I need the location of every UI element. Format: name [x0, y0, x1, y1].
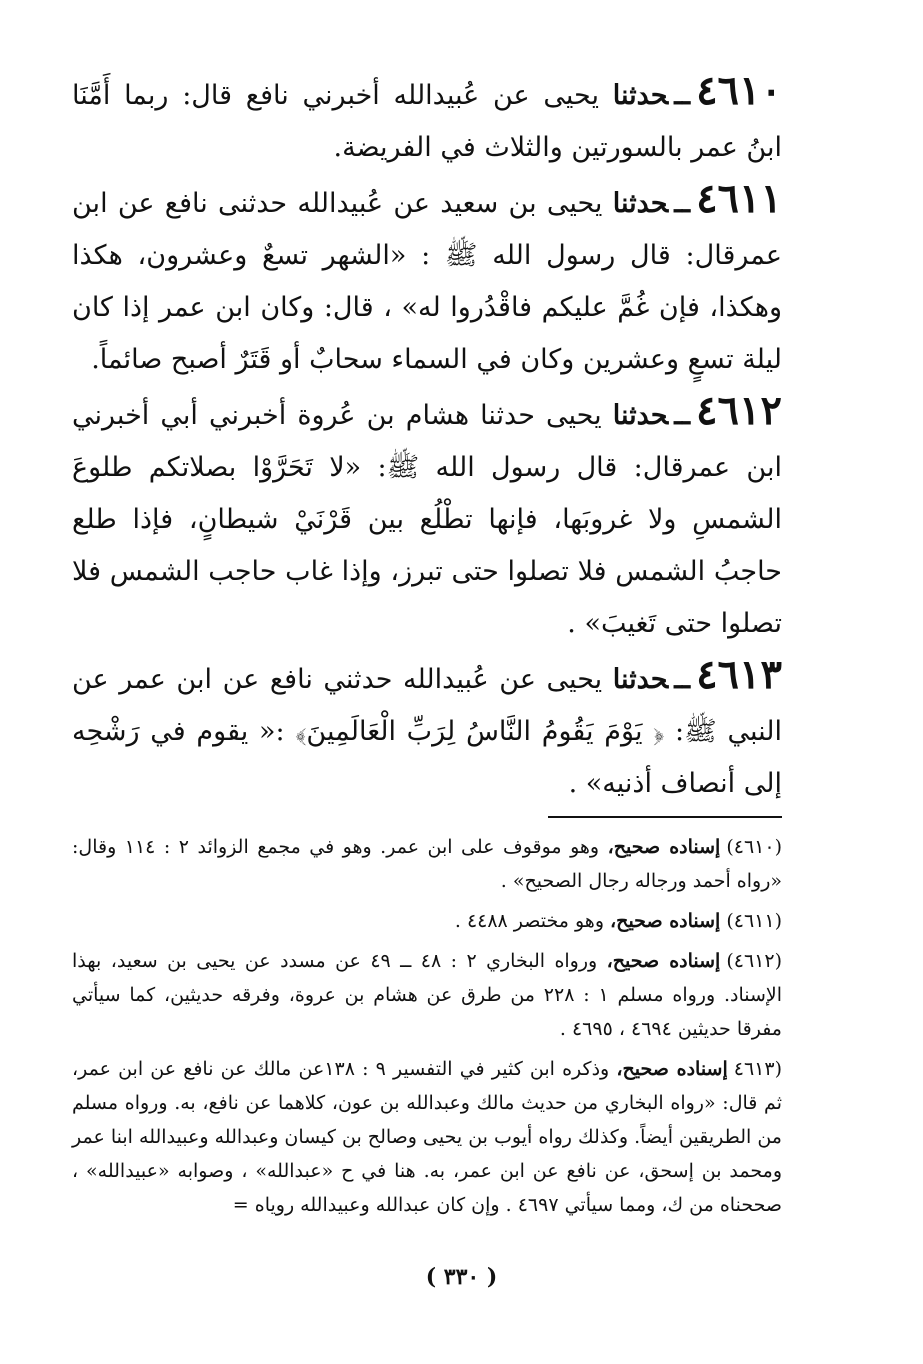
- footnote-text: وهو مختصر ٤٤٨٨ .: [454, 910, 604, 932]
- footnote-4611: [72, 904, 782, 938]
- hadith-lead: حدثنا: [612, 80, 669, 111]
- footnote-text: وهو موقوف على ابن عمر. وهو في مجمع الزوائد ٢ : ١١٤ وقال: «رواه أحمد ورجاله رجال الصحيح» .: [72, 836, 782, 892]
- hadith-number: ٤٦١٢: [696, 387, 782, 434]
- hadith-4612: [72, 387, 782, 650]
- footnote-number: (٤٦١٠): [726, 836, 782, 858]
- hadith-number: ٤٦١١: [696, 175, 782, 222]
- footnote-text: ورواه البخاري ٢ : ٤٨ ــ ٤٩ عن مسدد عن يحيى بن سعيد، بهذا الإسناد. ورواه مسلم ١ : ٢٢٨ من طرق عن هشام بن عروة، وفرقه حديثين، كما سيأتي مفرقا حديثين ٤٦٩٤ ، ٤٦٩٥ .: [72, 950, 783, 1040]
- footnote-lead: إسناده صحيح،: [616, 1058, 728, 1080]
- hadith-text: يحيى عن عُبيدالله أخبرني نافع قال: ربما أَمَّنَا ابنُ عمر بالسورتين والثلاث في الفريضة.: [72, 80, 782, 163]
- footnote-number: (٤٦١١): [726, 910, 782, 932]
- footnote-number: (٤٦١٢): [726, 950, 783, 972]
- hadith-lead: حدثنا: [612, 400, 669, 431]
- hadith-text: يحيى بن سعيد عن عُبيدالله حدثنى نافع عن ابن عمرقال: قال رسول الله ﷺ : «الشهر تسعٌ وعشرون، هكذا وهكذا، فإن غُمَّ عليكم فاقْدُروا له» ، قال: وكان ابن عمر إذا كان ليلة تسعٍ وعشرين وكان في السماء سحابٌ أو قَتَرٌ أصبح صائماً.: [72, 188, 782, 375]
- hadith-4611: [72, 175, 782, 386]
- hadith-dash: ــ: [674, 188, 691, 219]
- footnote-lead: إسناده صحيح،: [606, 950, 721, 972]
- hadith-dash: ــ: [674, 400, 691, 431]
- page-body: [72, 67, 783, 1350]
- hadith-number: ٤٦١٣: [696, 651, 782, 698]
- hadith-lead: حدثنا: [612, 188, 669, 219]
- hadith-dash: ــ: [674, 664, 691, 695]
- hadith-text: يحيى حدثنا هشام بن عُروة أخبرني أبي أخبرني ابن عمرقال: قال رسول الله ﷺ: «لا تَحَرَّوْا بصلاتكم طلوعَ الشمسِ ولا غروبَها، فإنها تطْلُع بين قَرْنَيْ شيطانٍ، فإذا طلع حاجبُ الشمس فلا تصلوا حتى تبرز، وإذا غاب حاجب الشمس فلا تصلوا حتى تَغيبَ» .: [72, 400, 782, 639]
- footnote-lead: إسناده صحيح،: [607, 836, 721, 858]
- hadith-dash: ــ: [674, 80, 691, 111]
- footnote-text: وذكره ابن كثير في التفسير ٩ : ١٣٨عن مالك عن نافع عن ابن عمر، ثم قال: «رواه البخاري من حديث مالك وعبدالله بن عون، كلاهما عن نافع، به. ورواه مسلم من الطريقين أيضاً. وكذلك رواه أيوب بن يحيى وصالح بن كيسان وعبدالله وعبيدالله ابنا عمر ومحمد بن إسحق، عن نافع عن ابن عمر، به. هنا في ح «عبدالله» ، وصوابه «عبيدالله» ، صححناه من ك، ومما سيأتي ٤٦٩٧ . وإن كان عبدالله وعبيدالله روياه =: [72, 1058, 782, 1216]
- page-number: ( ٣٣٠ ): [425, 1264, 498, 1290]
- footnote-lead: إسناده صحيح،: [610, 910, 721, 932]
- hadith-4613: [72, 651, 782, 810]
- footnote-4613: [72, 1052, 782, 1222]
- hadith-lead: حدثنا: [612, 664, 669, 695]
- footnote-4610: [72, 830, 782, 898]
- footnote-4612: [72, 944, 782, 1046]
- hadith-text: يحيى عن عُبيدالله حدثني نافع عن ابن عمر عن النبي ﷺ: ﴿ يَوْمَ يَقُومُ النَّاسُ لِرَبِّ الْعَالَمِينَ﴾ :« يقوم في رَشْحِه إلى أنصاف أذنيه» .: [72, 664, 782, 799]
- hadith-4610: [72, 67, 782, 174]
- footnote-number: (٤٦١٣: [733, 1058, 783, 1080]
- hadith-number: ٤٦١٠: [696, 67, 782, 114]
- footnote-separator: [548, 816, 782, 818]
